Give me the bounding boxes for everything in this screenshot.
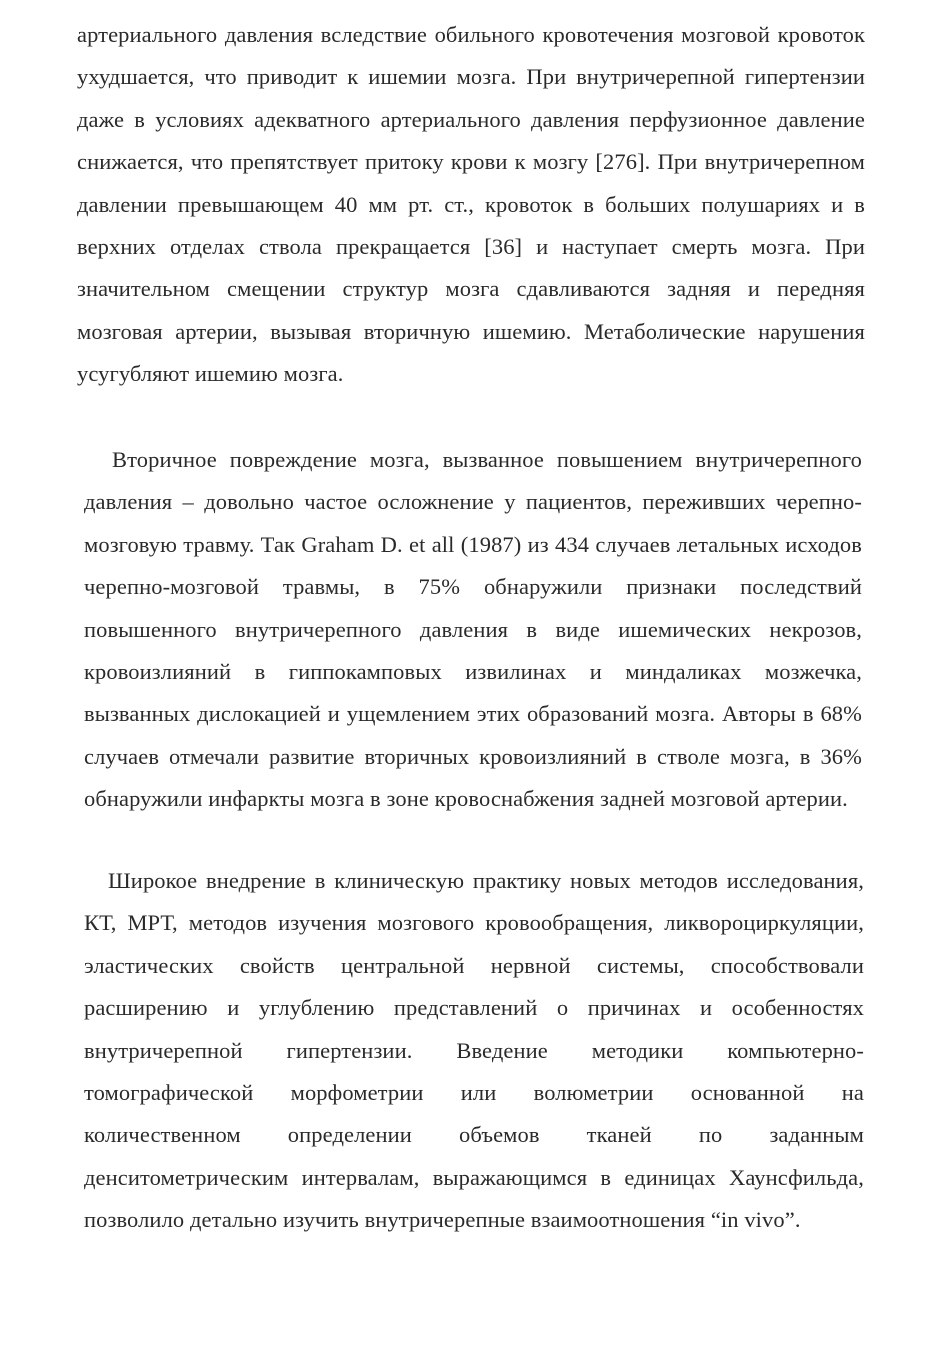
paragraph-secondary-brain-damage: Вторичное повреждение мозга, вызванное повышением внутричерепного давления – довольно частое осложнение у пациентов, переживших черепно-мозговую травму. Так Graham D. et all (1987) из 434 случаев летальных исходов черепно-мозговой травмы, в 75% обнаружили признаки последствий повышенного внутричерепного давления в виде ишемических некрозов, кровоизлияний в гиппокамповых извилинах и миндаликах мозжечка, вызванных дислокацией и ущемлением этих образований мозга. Авторы в 68% случаев отмечали развитие вторичных кровоизлияний в стволе мозга, в 36% обнаружили инфаркты мозга в зоне кровоснабжения задней мозговой артерии. xyxy=(84,447,862,812)
paragraph-intracranial-pressure-ischemia: артериального давления вследствие обильного кровотечения мозговой кровоток ухудшается, что приводит к ишемии мозга. При внутричерепной гипертензии даже в условиях адекватного артериального давления перфузионное давление снижается, что препятствует притоку крови к мозгу [276]. При внутричерепном давлении превышающем 40 мм рт. ст., кровоток в больших полушариях и в верхних отделах ствола прекращается [36] и наступает смерть мозга. При значительном смещении структур мозга сдавливаются задняя и передняя мозговая артерии, вызывая вторичную ишемию. Метаболические нарушения усугубляют ишемию мозга. xyxy=(77,22,865,387)
paragraph-research-methods: Широкое внедрение в клиническую практику новых методов исследования, КТ, МРТ, методов изучения мозгового кровообращения, ликвороциркуляции, эластических свойств центральной нервной системы, способствовали расширению и углублению представлений о причинах и особенностях внутричерепной гипертензии. Введение методики компьютерно-томографической морфометрии или волюметрии основанной на количественном определении объемов тканей по заданным денситометрическим интервалам, выражающимся в единицах Хаунсфильда, позволило детально изучить внутричерепные взаимоотношения “in vivo”. xyxy=(84,868,864,1233)
